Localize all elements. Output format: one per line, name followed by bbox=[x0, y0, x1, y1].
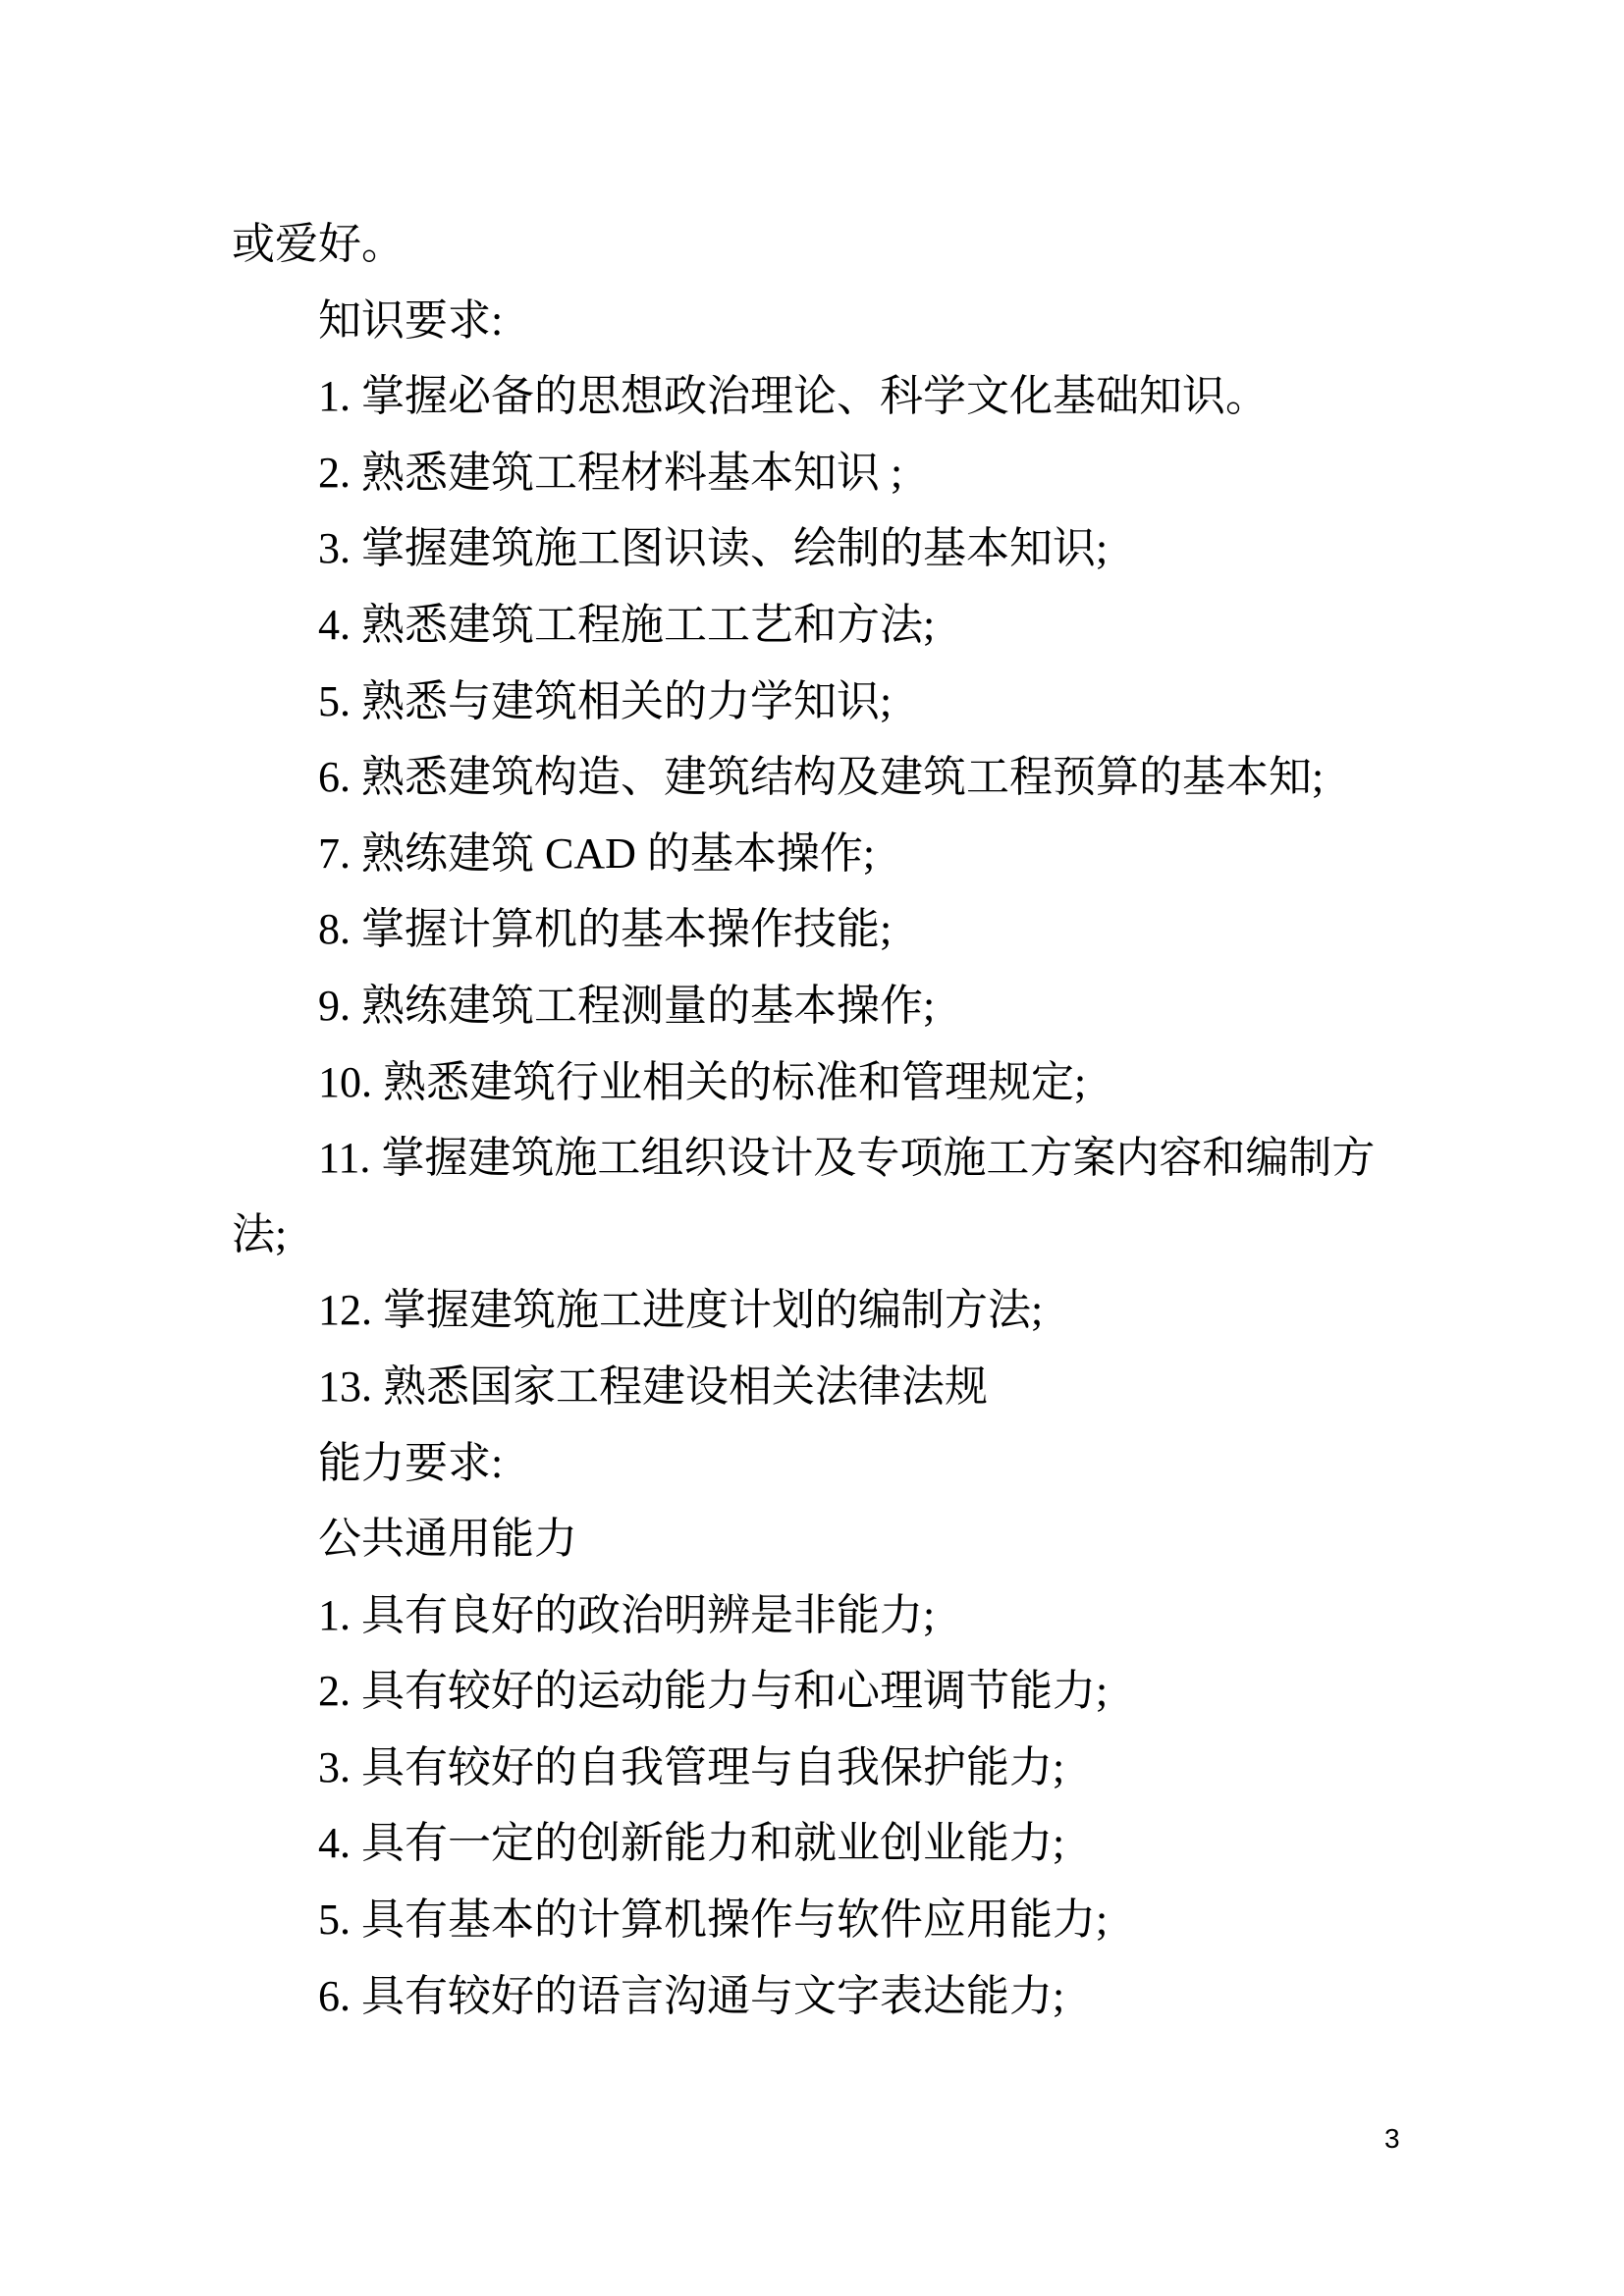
text-line: 法; bbox=[232, 1209, 288, 1258]
text-line: 4. 具有一定的创新能力和就业创业能力; bbox=[318, 1819, 1065, 1868]
text-line: 1. 具有良好的政治明辨是非能力; bbox=[318, 1590, 936, 1639]
text-line: 2. 具有较好的运动能力与和心理调节能力; bbox=[318, 1667, 1109, 1716]
text-line: 7. 熟练建筑 CAD 的基本操作; bbox=[318, 828, 876, 878]
text-line: 13. 熟悉国家工程建设相关法律法规 bbox=[318, 1362, 988, 1411]
text-line: 11. 掌握建筑施工组织设计及专项施工方案内容和编制方 bbox=[318, 1134, 1376, 1183]
text-line: 公共通用能力 bbox=[318, 1515, 577, 1564]
text-line: 3. 具有较好的自我管理与自我保护能力; bbox=[318, 1742, 1065, 1791]
text-line: 或爱好。 bbox=[232, 220, 405, 268]
text-line: 6. 熟悉建筑构造、建筑结构及建筑工程预算的基本知; bbox=[318, 753, 1325, 802]
text-line: 能力要求: bbox=[318, 1438, 504, 1487]
text-line: 10. 熟悉建筑行业相关的标准和管理规定; bbox=[318, 1057, 1087, 1106]
document-body bbox=[232, 206, 1400, 2034]
text-line: 8. 掌握计算机的基本操作技能; bbox=[318, 905, 893, 954]
text-line: 4. 熟悉建筑工程施工工艺和方法; bbox=[318, 600, 936, 649]
text-line: 3. 掌握建筑施工图识读、绘制的基本知识; bbox=[318, 524, 1109, 573]
text-line: 9. 熟练建筑工程测量的基本操作; bbox=[318, 981, 936, 1030]
text-line: 6. 具有较好的语言沟通与文字表达能力; bbox=[318, 1971, 1065, 2020]
text-line: 5. 熟悉与建筑相关的力学知识; bbox=[318, 676, 893, 725]
text-line: 知识要求: bbox=[318, 295, 504, 345]
text-line: 1. 掌握必备的思想政治理论、科学文化基础知识。 bbox=[318, 372, 1269, 421]
text-line: 2. 熟悉建筑工程材料基本知识 ; bbox=[318, 448, 903, 497]
page-number: 3 bbox=[1384, 2123, 1400, 2154]
text-line: 5. 具有基本的计算机操作与软件应用能力; bbox=[318, 1896, 1109, 1945]
text-line: 12. 掌握建筑施工进度计划的编制方法; bbox=[318, 1286, 1044, 1335]
